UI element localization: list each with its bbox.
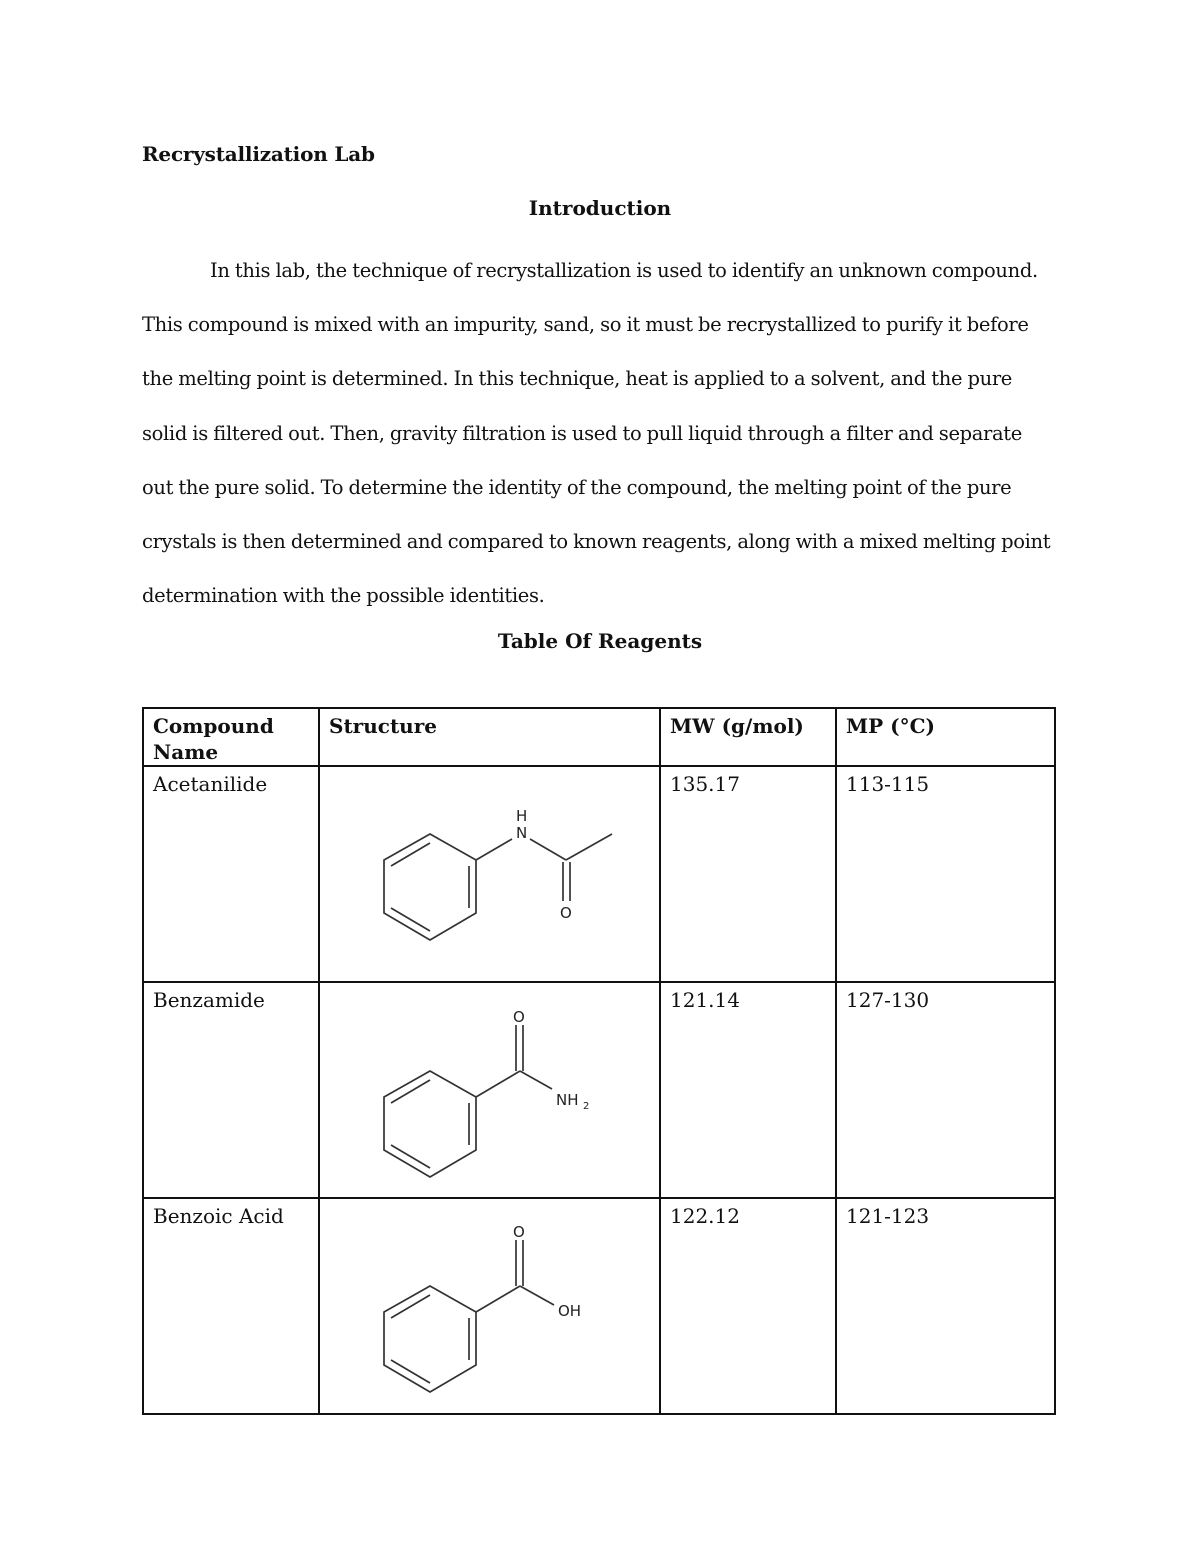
benzoic-acid-structure (320, 1199, 658, 1411)
header-mw: MW (g/mol) (660, 708, 836, 766)
header-compound-name: Compound Name (143, 708, 319, 766)
table-row (143, 982, 1055, 1198)
structure-cell (319, 982, 660, 1198)
atom-oh-label: OH (558, 1302, 582, 1320)
atom-h-label: H (516, 807, 528, 825)
introduction-paragraph: In this lab, the technique of recrystallization is used to identify an unknown compound. This compound is mixed with an impurity, sand, so it must be recrystallized to purify it before the melting point is determined. In this technique, heat is applied to a solvent, and the pure solid is filtered out. Then, gravity filtration is used to pull liquid through a filter and separate out the pure solid. To determine the identity of the compound, the melting point of the pure crystals is then determined and compared to known reagents, along with a mixed melting point determination with the possible identities. (142, 259, 1051, 608)
reagents-table (142, 707, 1056, 1415)
benzamide-structure (320, 983, 658, 1195)
mp-cell: 121-123 (836, 1198, 1055, 1414)
atom-nh-label: NH (556, 1091, 579, 1109)
atom-subscript-label: 2 (583, 1101, 590, 1112)
header-structure: Structure (319, 708, 660, 766)
compound-name-cell: Acetanilide (143, 766, 319, 982)
mp-cell: 113-115 (836, 766, 1055, 982)
mp-cell: 127-130 (836, 982, 1055, 1198)
mw-cell: 121.14 (660, 982, 836, 1198)
atom-n-label: N (516, 824, 528, 842)
compound-name-cell: Benzamide (143, 982, 319, 1198)
introduction-heading: Introduction (528, 196, 672, 220)
header-mp: MP (°C) (836, 708, 1055, 766)
structure-cell (319, 1198, 660, 1414)
mw-cell: 122.12 (660, 1198, 836, 1414)
table-row (143, 1198, 1055, 1414)
atom-o-label: O (513, 1008, 525, 1026)
atom-o-label: O (560, 904, 572, 922)
table-row (143, 766, 1055, 982)
table-header-row (143, 708, 1055, 766)
mw-cell: 135.17 (660, 766, 836, 982)
acetanilide-structure (320, 767, 658, 979)
compound-name-cell: Benzoic Acid (143, 1198, 319, 1414)
structure-cell (319, 766, 660, 982)
atom-o-label: O (513, 1223, 525, 1241)
document-title: Recrystallization Lab (142, 142, 375, 166)
table-heading: Table Of Reagents (497, 629, 703, 653)
